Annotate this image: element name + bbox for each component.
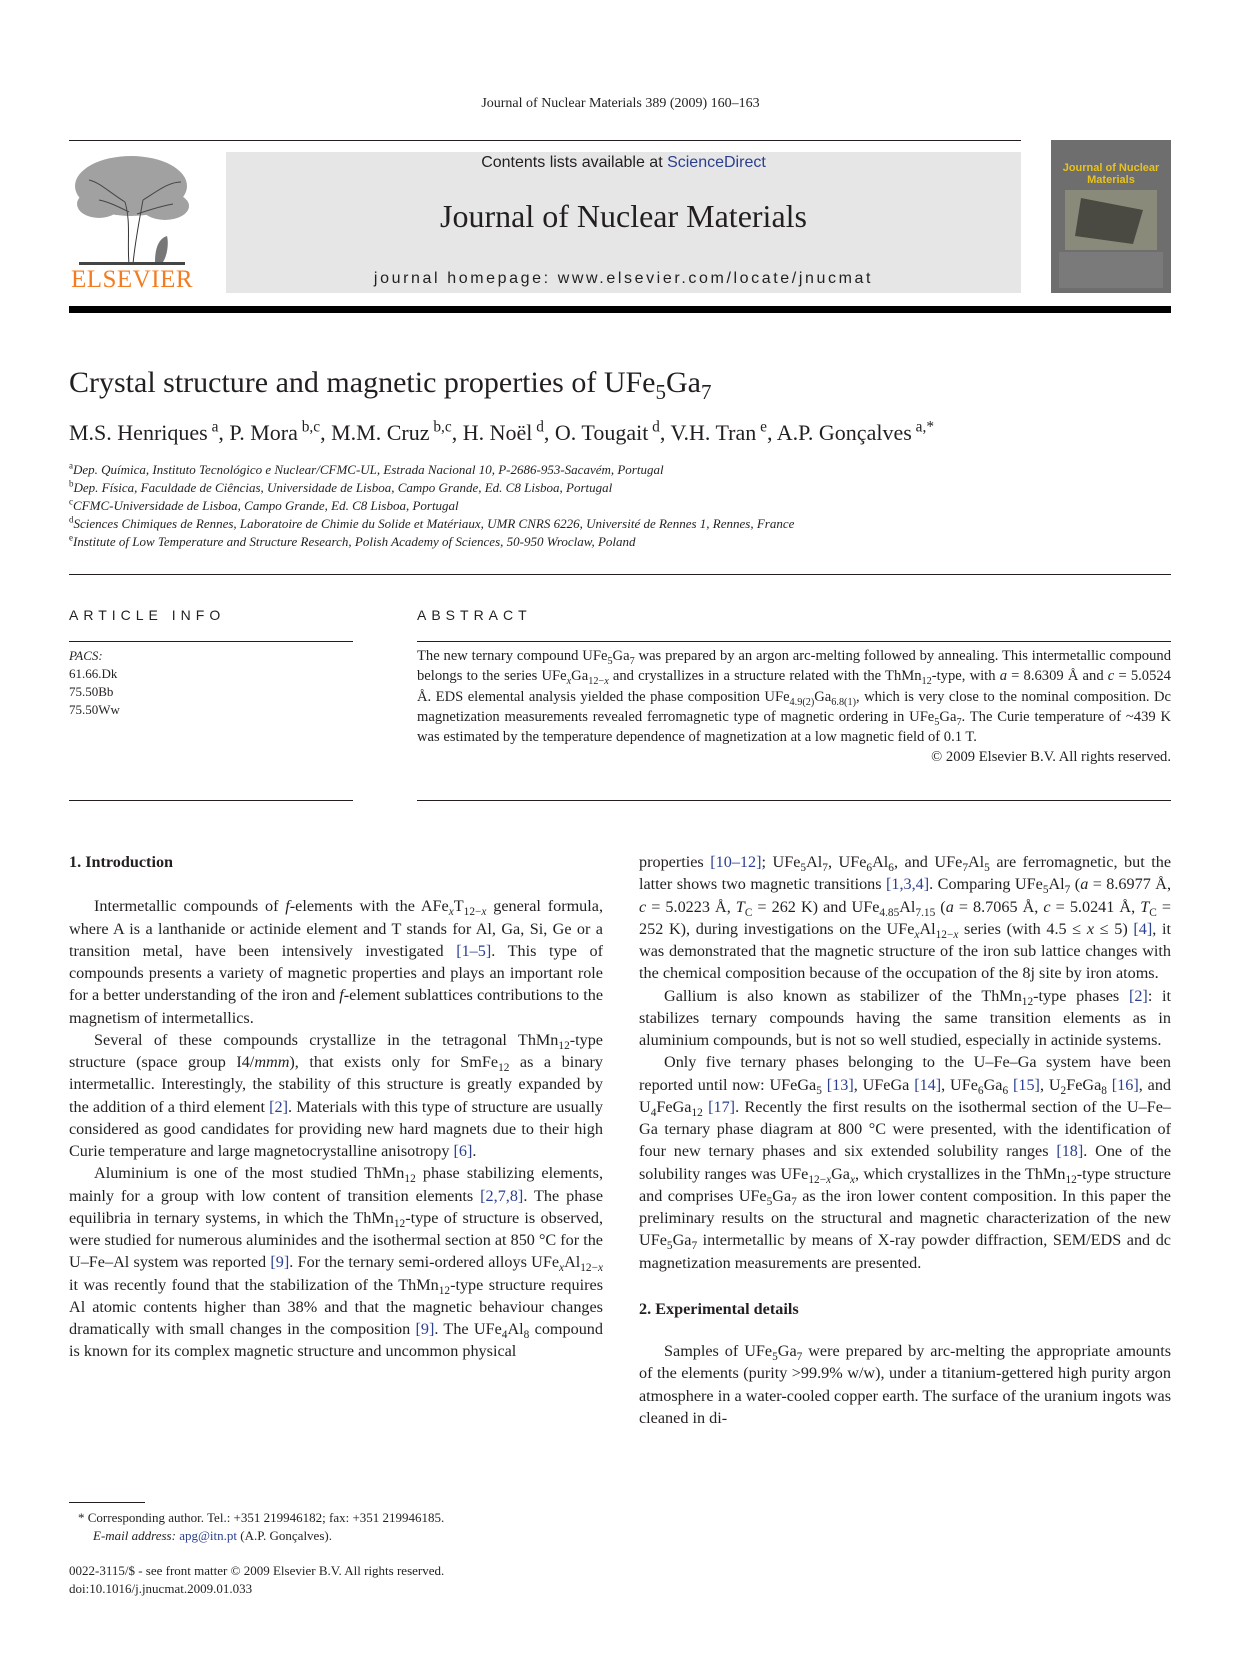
abstract-copyright: © 2009 Elsevier B.V. All rights reserved. [931, 749, 1171, 766]
journal-banner [226, 152, 1021, 293]
sciencedirect-link[interactable]: ScienceDirect [667, 154, 766, 171]
abstract-rule [417, 641, 1171, 642]
abstract-body [417, 646, 1171, 768]
pacs-label: PACS: [69, 648, 103, 663]
doi-line: doi:10.1016/j.jnucmat.2009.01.033 [69, 1581, 253, 1596]
article-info-rule [69, 641, 353, 642]
contents-line: Contents lists available at ScienceDirect [481, 154, 766, 171]
pacs-code: 75.50Bb [69, 684, 114, 699]
paragraph: Only five ternary phases belonging to the U–Fe–Ga system have been reported until now: UFeGa$_5$ [13], UFeGa [14], $UFe_6Ga_6$ [15], $U_2FeGa_8$ [16], and $U_4FeGa_{12}$ [17]. Recently the first results on the isothermal section of the U–Fe–Ga ternary phase diagram at 800 °C were presented, with the identification of four new ternary phases and six extended solubility ranges [18]. One of the solubility ranges was $UFe_{12-x}Ga_x$, which crystallizes in the ThMn$_{12}$-type structure and comprises $UFe_5Ga_7$ as the iron lower content composition. In this paper the preliminary results on the structural and magnetic characterization of the new $UFe_5Ga_7$ intermetallic by means of X-ray powder diffraction, SEM/EDS and dc magnetization measurements are presented. [639, 1053, 1172, 1272]
abstract-bottom-rule [417, 800, 1171, 801]
journal-name: Journal of Nuclear Materials [440, 198, 807, 234]
journal-cover [1051, 140, 1171, 293]
left-column [69, 851, 603, 1363]
affiliation-rule [69, 574, 1171, 575]
author-list: M.S. Henriques $^a$, P. Mora $^{b,c}$, M.M. Cruz $^{b,c}$, H. Noël $^d$, O. Tougait $^d$, V.H. Tran $^e$, A.P. Gonçalves $^{a,*}$ [69, 418, 935, 445]
corresponding-author: * Corresponding author. Tel.: +351 219946182; fax: +351 219946185. [78, 1510, 445, 1525]
abstract-text: The new ternary compound $UFe_5Ga_7$ was prepared by an argon arc-melting followed by annealing. This intermetallic compound belongs to the series $UFe_xGa_{12-x}$ and crystallizes in a structure related with the ThMn$_{12}$-type, with a = 8.6309 Å and c = 5.0524 Å. EDS elemental analysis yielded the phase composition $UFe_{4.9(2)}Ga_{6.8(1)}$, which is very close to the nominal composition. Dc magnetization measurements revealed ferromagnetic type of magnetic ordering in $UFe_5Ga_7$. The Curie temperature of ~439 K was estimated by the temperature dependence of magnetization at a low magnetic field of 0.1 T. [417, 648, 1171, 746]
running-head: Journal of Nuclear Materials 389 (2009) 160–163 [481, 96, 760, 111]
affiliation-a: $^a$Dep. Química, Instituto Tecnológico e Nuclear/CFMC-UL, Estrada Nacional 10, P-2686-953-Sacavém, Portugal [69, 460, 664, 477]
issn-line: 0022-3115/$ - see front matter © 2009 Elsevier B.V. All rights reserved. [69, 1563, 445, 1578]
paragraph: Samples of $UFe_5Ga_7$ were prepared by arc-melting the appropriate amounts of the elements (purity >99.9% w/w), under a titanium-gettered high purity argon atmosphere in a water-cooled copper earth. The surface of the uranium ingots was cleaned in di- [639, 1342, 1171, 1427]
paragraph: Intermetallic compounds of f-elements with the $AFe_xT_{12-x}$ general formula, where A is a lanthanide or actinide element and T stands for Al, Ga, Si, Ge or a transition metal, have been intensively investigated [1–5]. This type of compounds presents a variety of magnetic properties and plays an important role for a better understanding of the iron and f-element sublattices contributions to the magnetism of intermetallics. [69, 897, 604, 1027]
logo-text: ELSEVIER [70, 266, 194, 293]
article-title: Crystal structure and magnetic properties of $UFe_5Ga_7$ [69, 366, 712, 404]
pacs-code: 75.50Ww [69, 702, 120, 717]
page-footer [69, 1562, 444, 1598]
email-link[interactable]: apg@itn.pt [179, 1528, 238, 1543]
header-bar [69, 306, 1171, 313]
cover-image-icon [1051, 140, 1171, 293]
section-heading: 1. Introduction [69, 853, 174, 871]
paragraph: Aluminium is one of the most studied ThMn$_{12}$ phase stabilizing elements, mainly for a group with low content of transition elements [2,7,8]. The phase equilibria in ternary systems, in which the ThMn$_{12}$-type of structure is observed, were studied for numerous aluminides and the isothermal section at 850 °C for the U–Fe–Al system was reported [9]. For the ternary semi-ordered alloys $UFe_xAl_{12-x}$ it was recently found that the stabilization of the ThMn$_{12}$-type structure requires Al atomic contents higher than 38% and that the magnetic behaviour changes dramatically with small changes in the composition [9]. The $UFe_4Al_8$ compound is known for its complex magnetic structure and uncommon physical [69, 1164, 604, 1361]
abstract-heading: ABSTRACT [417, 607, 532, 623]
pacs-code: 61.66.Dk [69, 666, 118, 681]
cover-title: Journal of Nuclear Materials [1062, 162, 1160, 186]
pacs-list [69, 647, 120, 719]
footnote-rule [69, 1502, 145, 1503]
article-info-heading: ARTICLE INFO [69, 607, 226, 623]
right-column [639, 851, 1171, 1429]
article-info-bottom-rule [69, 800, 353, 801]
tree-icon [69, 152, 195, 270]
affiliation-c: $^c$CFMC-Universidade de Lisboa, Campo Grande, Ed. C8 Lisboa, Portugal [69, 496, 459, 513]
email-line: E-mail address: apg@itn.pt (A.P. Gonçalves). [93, 1528, 332, 1543]
paragraph: properties [10–12]; $UFe_5Al_7$, $UFe_6Al_6$, and $UFe_7Al_5$ are ferromagnetic, but the latter shows two magnetic transitions [1,3,4]. Comparing $UFe_5Al_7$ (a = 8.6977 Å, c = 5.0223 Å, $T_C = 262$ K) and $UFe_{4.85}Al_{7.15}$ (a = 8.7065 Å, c = 5.0241 Å, $T_C = 252$ K), during investigations on the $UFe_xAl_{12-x}$ series (with 4.5 ≤ x ≤ 5) [4], it was demonstrated that the magnetic structure of the iron sub lattice changes with the chemical composition because of the occupation of the 8j site by iron atoms. [639, 853, 1172, 983]
header-rule [69, 140, 1021, 141]
footnote [78, 1509, 603, 1545]
journal-homepage[interactable]: journal homepage: www.elsevier.com/locate/jnucmat [373, 270, 874, 287]
affiliation-b: $^b$Dep. Física, Faculdade de Ciências, Universidade de Lisboa, Campo Grande, Ed. C8 Lisboa, Portugal [69, 478, 613, 495]
affiliation-d: $^d$Sciences Chimiques de Rennes, Laboratoire de Chimie du Solide et Matériaux, UMR CNRS 6226, Université de Rennes 1, Rennes, France [69, 514, 795, 531]
affiliation-e: $^e$Institute of Low Temperature and Structure Research, Polish Academy of Sciences, 50-950 Wroclaw, Poland [69, 532, 636, 549]
paragraph: Several of these compounds crystallize in the tetragonal ThMn$_{12}$-type structure (space group I4/mmm), that exists only for SmFe$_{12}$ as a binary intermetallic. Interestingly, the stability of this structure is greatly expanded by the addition of a third element [2]. Materials with this type of structure are usually considered as good candidates for providing new hard magnets due to their high Curie temperature and large magnetocrystalline anisotropy [6]. [69, 1030, 603, 1160]
elsevier-logo [69, 152, 195, 294]
section-heading: 2. Experimental details [639, 1299, 799, 1318]
paragraph: Gallium is also known as stabilizer of the ThMn$_{12}$-type phases [2]: it stabilizes ternary compounds having the same transition elements as in aluminium compounds, but is not so well studied, especially in actinide systems. [639, 986, 1171, 1049]
